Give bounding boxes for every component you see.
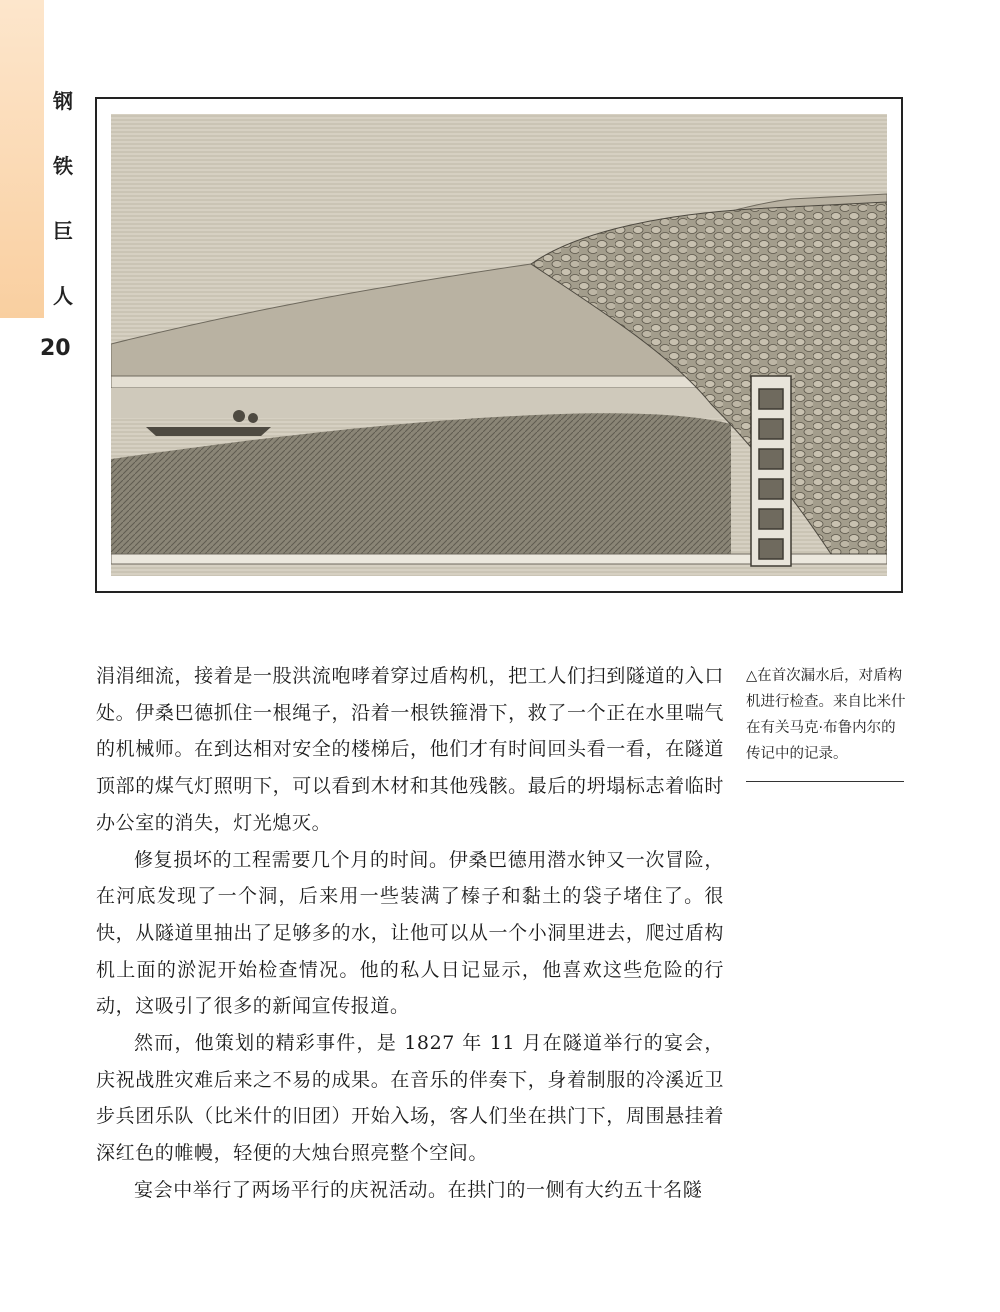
book-title-vertical xyxy=(48,90,78,350)
paragraph: 涓涓细流，接着是一股洪流咆哮着穿过盾构机，把工人们扫到隧道的入口处。伊桑巴德抓住一根绳子，沿着一根铁箍滑下，救了一个正在水里喘气的机械师。在到达相对安全的楼梯后，他们才有时间回头看一看，在隧道顶部的煤气灯照明下，可以看到木材和其他残骸。最后的坍塌标志着临时办公室的消失，灯光熄灭。 xyxy=(96,665,724,834)
figure-caption: △在首次漏水后，对盾构机进行检查。来自比米什在有关马克·布鲁内尔的传记中的记录。 xyxy=(746,668,906,762)
caption-divider xyxy=(746,781,904,782)
paragraph: 然而，他策划的精彩事件，是 1827 年 11 月在隧道举行的宴会，庆祝战胜灾难后来之不易的成果。在音乐的伴奏下，身着制服的冷溪近卫步兵团乐队（比米什的旧团）开始入场，客人们坐在拱门下，周围悬挂着深红色的帷幔，轻便的大烛台照亮整个空间。 xyxy=(96,1032,724,1165)
paragraph: 宴会中举行了两场平行的庆祝活动。在拱门的一侧有大约五十名隧 xyxy=(134,1178,703,1201)
book-title-char: 铁 xyxy=(53,154,73,178)
book-title-char: 人 xyxy=(53,284,73,308)
tunnel-engraving-illustration xyxy=(111,114,887,576)
page-number: 20 xyxy=(40,336,71,361)
chapter-side-tab xyxy=(0,0,44,318)
book-title-char: 巨 xyxy=(53,219,73,243)
paragraph: 修复损坏的工程需要几个月的时间。伊桑巴德用潜水钟又一次冒险，在河底发现了一个洞，后来用一些装满了榛子和黏土的袋子堵住了。很快，从隧道里抽出了足够多的水，让他可以从一个小洞里进去，爬过盾构机上面的淤泥开始检查情况。他的私人日记显示，他喜欢这些危险的行动，这吸引了很多的新闻宣传报道。 xyxy=(96,848,724,1018)
book-title-char: 钢 xyxy=(53,89,73,113)
illustration-frame xyxy=(95,97,903,593)
body-text xyxy=(96,658,724,1209)
